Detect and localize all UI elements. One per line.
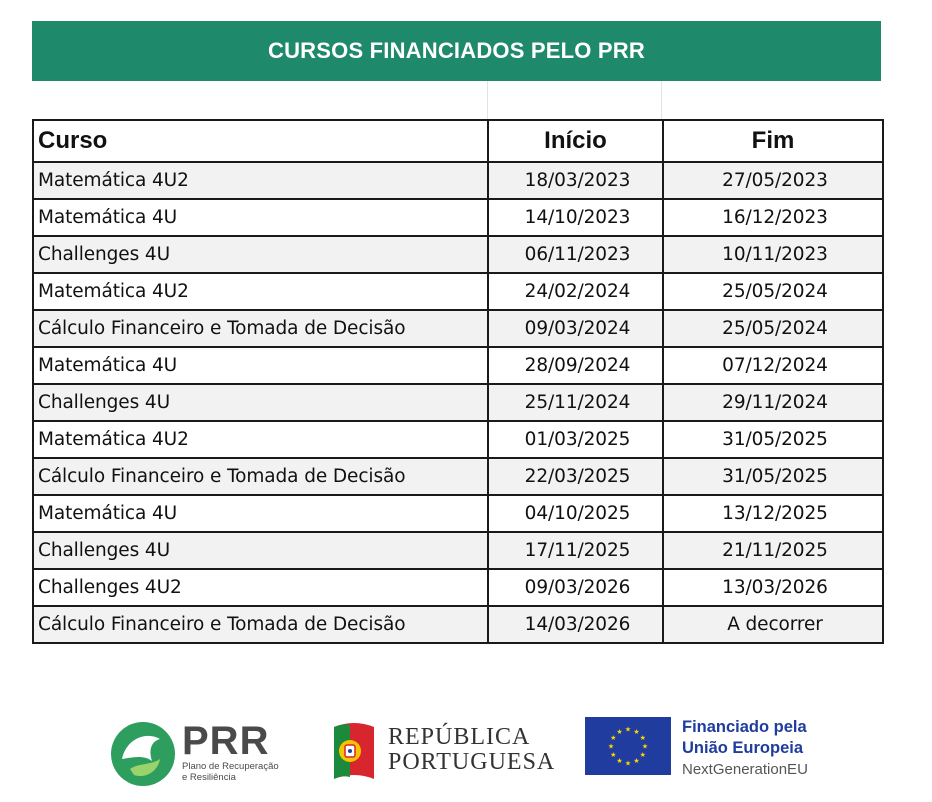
course-name-cell: Challenges 4U (33, 236, 488, 273)
end-date-cell: 29/11/2024 (663, 384, 883, 421)
end-date-cell: 07/12/2024 (663, 347, 883, 384)
page-title-banner (32, 21, 881, 81)
prr-emblem-icon (108, 719, 178, 789)
table-row (33, 606, 883, 643)
column-header-inicio: Início (488, 120, 663, 162)
course-name-cell: Challenges 4U (33, 384, 488, 421)
eu-star-icon: ★ (607, 742, 615, 751)
eu-star-icon: ★ (610, 734, 617, 742)
start-date-cell: 28/09/2024 (488, 347, 663, 384)
start-date-cell: 22/03/2025 (488, 458, 663, 495)
eu-funding-logo (585, 717, 845, 781)
start-date-cell: 18/03/2023 (488, 162, 663, 199)
start-date-cell: 14/10/2023 (488, 199, 663, 236)
portuguese-flag-emblem-icon (330, 719, 378, 785)
course-name-cell: Matemática 4U2 (33, 162, 488, 199)
table-row (33, 569, 883, 606)
table-header-row (33, 120, 883, 162)
start-date-cell: 17/11/2025 (488, 532, 663, 569)
course-name-cell: Challenges 4U (33, 532, 488, 569)
eu-funding-line3: NextGenerationEU (682, 761, 808, 778)
end-date-cell: 13/12/2025 (663, 495, 883, 532)
eu-star-icon: ★ (639, 734, 646, 742)
start-date-cell: 25/11/2024 (488, 384, 663, 421)
column-header-curso: Curso (33, 120, 488, 162)
course-name-cell: Cálculo Financeiro e Tomada de Decisão (33, 458, 488, 495)
table-row (33, 495, 883, 532)
table-row (33, 199, 883, 236)
end-date-cell: 10/11/2023 (663, 236, 883, 273)
table-row (33, 421, 883, 458)
column-header-fim: Fim (663, 120, 883, 162)
start-date-cell: 04/10/2025 (488, 495, 663, 532)
eu-star-icon: ★ (616, 727, 623, 736)
end-date-cell: 25/05/2024 (663, 273, 883, 310)
course-name-cell: Matemática 4U (33, 347, 488, 384)
course-name-cell: Matemática 4U (33, 495, 488, 532)
sheet-gridline (487, 81, 488, 119)
end-date-cell: A decorrer (663, 606, 883, 643)
eu-star-icon: ★ (624, 725, 632, 734)
funding-logos (0, 705, 932, 795)
course-name-cell: Challenges 4U2 (33, 569, 488, 606)
prr-acronym: PRR (182, 719, 270, 763)
end-date-cell: 21/11/2025 (663, 532, 883, 569)
table-row (33, 458, 883, 495)
table-row (33, 236, 883, 273)
table-row (33, 162, 883, 199)
start-date-cell: 01/03/2025 (488, 421, 663, 458)
eu-star-icon: ★ (641, 742, 649, 751)
eu-star-icon: ★ (610, 751, 617, 759)
eu-flag-icon (585, 717, 671, 775)
start-date-cell: 14/03/2026 (488, 606, 663, 643)
end-date-cell: 25/05/2024 (663, 310, 883, 347)
table-row (33, 273, 883, 310)
prr-name-line1: Plano de Recuperação (182, 761, 279, 772)
end-date-cell: 16/12/2023 (663, 199, 883, 236)
start-date-cell: 06/11/2023 (488, 236, 663, 273)
eu-star-icon: ★ (633, 757, 640, 766)
course-name-cell: Matemática 4U2 (33, 273, 488, 310)
course-name-cell: Cálculo Financeiro e Tomada de Decisão (33, 310, 488, 347)
eu-star-icon: ★ (624, 759, 632, 768)
eu-star-icon: ★ (616, 757, 623, 766)
end-date-cell: 27/05/2023 (663, 162, 883, 199)
end-date-cell: 31/05/2025 (663, 458, 883, 495)
table-row (33, 310, 883, 347)
start-date-cell: 24/02/2024 (488, 273, 663, 310)
eu-star-icon: ★ (633, 727, 640, 736)
prr-name-line2: e Resiliência (182, 772, 236, 783)
sheet-gridline (661, 81, 662, 119)
eu-funding-line2: União Europeia (682, 739, 804, 757)
republica-line1: REPÚBLICA (388, 724, 531, 750)
republica-line2: PORTUGUESA (388, 749, 556, 775)
end-date-cell: 31/05/2025 (663, 421, 883, 458)
start-date-cell: 09/03/2026 (488, 569, 663, 606)
end-date-cell: 13/03/2026 (663, 569, 883, 606)
course-name-cell: Matemática 4U2 (33, 421, 488, 458)
course-name-cell: Cálculo Financeiro e Tomada de Decisão (33, 606, 488, 643)
table-row (33, 532, 883, 569)
republica-portuguesa-logo (330, 719, 560, 789)
eu-star-icon: ★ (639, 751, 646, 759)
table-row (33, 347, 883, 384)
prr-logo (108, 719, 308, 789)
table-row (33, 384, 883, 421)
start-date-cell: 09/03/2024 (488, 310, 663, 347)
eu-funding-line1: Financiado pela (682, 718, 807, 736)
page-title: CURSOS FINANCIADOS PELO PRR (268, 38, 645, 63)
course-name-cell: Matemática 4U (33, 199, 488, 236)
courses-table (32, 119, 884, 644)
